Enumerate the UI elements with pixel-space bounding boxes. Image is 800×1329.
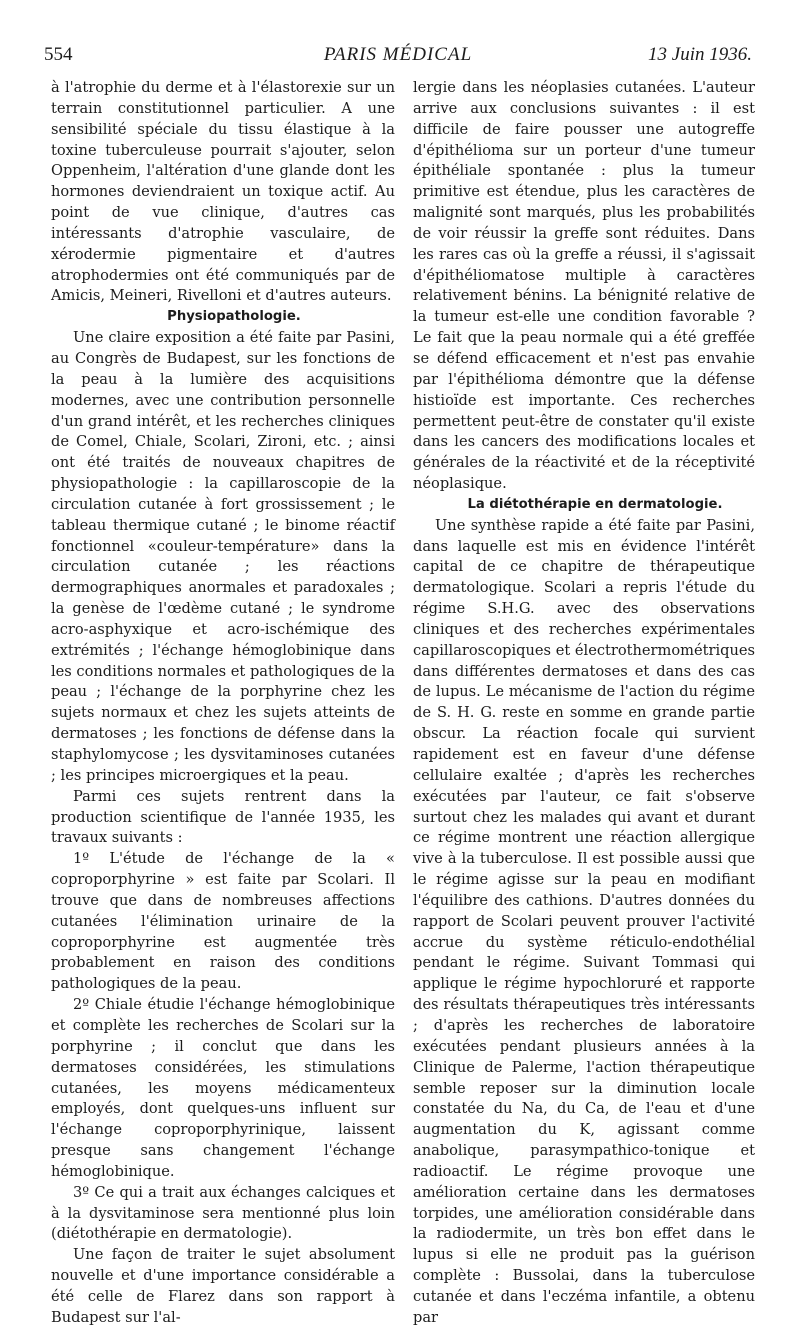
paragraph: Parmi ces sujets rentrent dans la production scientifique de l'année 1935, les travaux suivants : — [51, 787, 395, 847]
left-column — [51, 78, 395, 1329]
running-header — [44, 44, 752, 74]
paragraph: Une claire exposition a été faite par Pasini, au Congrès de Budapest, sur les fonctions de la peau à la lumière des acquisitions modernes, avec une contribution personnelle d'un grand intérêt, et les recherches cliniques de Comel, Chiale, Scolari, Zironi, etc. ; ainsi ont été traités de nouveaux chapitres de physiopathologie : la capillaroscopie de la circulation cutanée à fort grossissement ; le tableau thermique cutané ; le binome réactif fonctionnel «couleur-température» dans la circulation cutanée ; les réactions dermographiques anormales et paradoxales ; la genèse de l'œdème cutané ; le syndrome acro-asphyxique et acro-ischémique des extrémités ; l'échange hémoglobinique dans les conditions normales et pathologiques de la peau ; l'échange de la porphyrine chez les sujets normaux et chez les sujets atteints de dermatoses ; les fonctions de défense dans la staphylomycose ; les dysvitaminoses cutanées ; les principes microergiques et la peau. — [51, 329, 395, 784]
list-item: 3º Ce qui a trait aux échanges calciques et à la dysvitaminose sera mentionné plus loin (diétothérapie en dermatologie). — [51, 1183, 395, 1243]
paragraph: Une synthèse rapide a été faite par Pasini, dans laquelle est mis en évidence l'intérêt capital de ce chapitre de thérapeutique dermatologique. Scolari a repris l'étude du régime S.H.G. avec des observations cliniques et des recherches expérimentales capillaroscopiques et électrothermométriques dans différentes dermatoses et dans des cas de lupus. Le mécanisme de l'action du régime de S. H. G. reste en somme en grande partie obscur. La réaction focale qui survient rapidement est en faveur d'une défense cellulaire exaltée ; d'après les recherches exécutées par l'auteur, ce fait s'observe surtout chez les malades qui avant et durant ce régime montrent une réaction allergique vive à la tuberculose. Il est possible aussi que le régime agisse sur la peau en modifiant l'équilibre des cathions. D'autres données du rapport de Scolari peuvent prouver l'activité accrue du système réticulo-endothélial pendant le régime. Suivant Tommasi qui applique le régime hypochloruré et rapporte des résultats thérapeutiques très intéressants ; d'après les recherches de laboratoire exécutées pendant plusieurs années à la Clinique de Palerme, l'action thérapeutique semble reposer sur la diminution locale constatée du Na, du Ca, de l'eau et d'une augmentation du K, agissant comme anabolique, parasympathico-tonique et radioactif. Le régime provoque une amélioration certaine dans les dermatoses torpides, une amélioration considérable dans la radiodermite, un très bon effet dans le lupus si elle ne produit pas la guérison complète : Bussolai, dans la tuberculose cutanée et dans l'eczéma infantile, a obtenu par — [413, 516, 755, 1326]
list-item: 1º L'étude de l'échange de la « coproporphyrine » est faite par Scolari. Il trouve que dans de nombreuses affections cutanées l'élimination urinaire de la coproporphyrine est augmentée très probablement en raison des conditions pathologiques de la peau. — [51, 850, 395, 993]
paragraph-continuation: lergie dans les néoplasies cutanées. L'auteur arrive aux conclusions suivantes : il est difficile de faire pousser une autogreffe d'épithélioma sur un porteur d'une tumeur épithéliale spontanée : plus la tumeur primitive est étendue, plus les caractères de malignité sont marqués, plus les probabilités de voir réussir la greffe sont réduites. Dans les rares cas où la greffe a réussi, il s'agissait d'épithéliomatose multiple à caractères relativement bénins. La bénignité relative de la tumeur est-elle une condition favorable ? Le fait que la peau normale qui a été greffée se défend efficacement et n'est pas envahie par l'épithélioma démontre que la défense histioïde est importante. Ces recherches permettent peut-être de constater qu'il existe dans les cancers des modifications locales et générales de la réactivité et de la réceptivité néoplasique. — [413, 79, 755, 493]
list-item: 2º Chiale étudie l'échange hémoglobinique et complète les recherches de Scolari sur la porphyrine ; il conclut que dans les dermatoses considérées, les stimulations cutanées, les moyens médicamenteux employés, dont quelques-uns influent sur l'échange coproporphyrinique, laissent presque sans changement l'échange hémoglobinique. — [51, 996, 395, 1180]
right-column — [413, 78, 755, 1329]
issue-date: 13 Juin 1936. — [648, 44, 752, 65]
section-heading-dietotherapie: La diétothérapie en dermatologie. — [467, 496, 723, 512]
section-heading-physiopathologie: Physiopathologie. — [167, 309, 301, 325]
journal-title: PARIS MÉDICAL — [323, 44, 473, 65]
paragraph: Une façon de traiter le sujet absolument nouvelle et d'une importance considérable a été celle de Flarez dans son rapport à Budapest sur l'al- — [51, 1246, 395, 1326]
paragraph-continuation: à l'atrophie du derme et à l'élastorexie sur un terrain constitutionnel particulier. A une sensibilité spéciale du tissu élastique à la toxine tuberculeuse pourrait s'ajouter, selon Oppenheim, l'altération d'une glande dont les hormones deviendraient un toxique actif. Au point de vue clinique, d'autres cas intéressants d'atrophie vasculaire, de xérodermie pigmentaire et d'autres atrophodermies ont été communiqués par de Amicis, Meineri, Rivelloni et d'autres auteurs. — [51, 79, 395, 305]
page-number: 554 — [44, 44, 73, 65]
